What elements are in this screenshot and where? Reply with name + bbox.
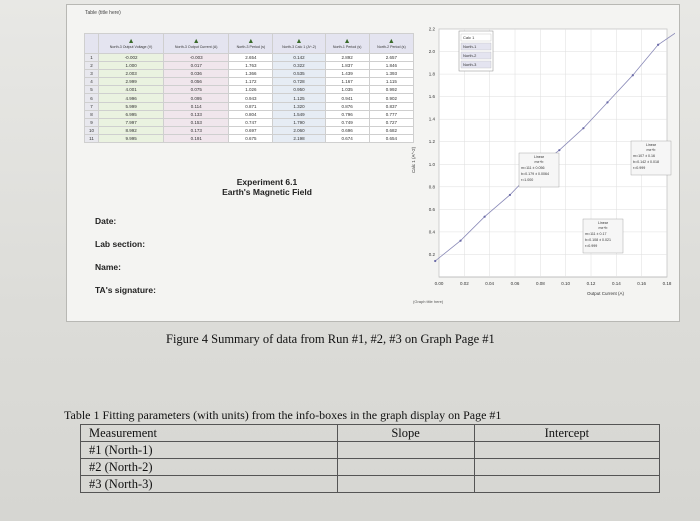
column-type-icon: ▲ [343,38,351,45]
table-caption: Table 1 Fitting parameters (with units) from the info-boxes in the graph display on Page #1 [64,408,502,422]
data-point [459,240,461,242]
y-tick-label: 1.4 [428,116,435,122]
measurement-header: Measurement [81,425,338,442]
x-tick-label: 0.02 [459,281,469,286]
table-cell[interactable]: 2.999 [99,78,164,86]
legend-label: North-1 [463,44,477,49]
table-cell[interactable]: 2.654 [229,54,273,62]
table-cell[interactable]: 0.114 [164,102,229,110]
column-type-icon: ▲ [247,38,255,45]
table-cell[interactable]: 1.790 [273,118,325,126]
table-cell[interactable]: 1.549 [273,110,325,118]
column-header-label: North-3 Output Voltage (V) [109,45,153,49]
column-header-label: North-3 Calc 1 (A^-2) [282,45,316,49]
row-number-header [85,34,99,54]
slope-header: Slope [337,425,474,442]
table-cell[interactable]: 2.198 [273,134,325,142]
graph-bottom-caption: (Graph title here) [413,299,444,304]
column-header[interactable] [99,34,164,54]
experiment-title-line1: Experiment 6.1 [236,177,298,187]
date-label: Date: [95,216,117,226]
info-box-correlation: r=0.999 [585,244,598,248]
ta-signature-label: TA's signature: [95,285,156,295]
x-axis-label: Output Current (A) [587,291,625,296]
table-cell[interactable]: 7.997 [99,118,164,126]
row-number[interactable]: 2 [85,62,99,70]
row-number[interactable]: 10 [85,126,99,134]
data-point [434,260,436,262]
info-box-title: Linear [646,143,656,147]
lab-section-label: Lab section: [95,239,146,249]
legend-label: North-2 [463,53,477,58]
x-tick-label: 0.10 [561,281,571,286]
column-header[interactable] [164,34,229,54]
data-point [509,194,511,196]
column-type-icon: ▲ [295,38,303,45]
table-cell[interactable]: 1.167 [325,78,369,86]
y-tick-label: 0.4 [428,229,435,235]
x-tick-label: 0.06 [510,281,520,286]
fit-table-row [81,442,660,459]
info-box-formula: mx+b [646,148,656,152]
y-tick-label: 0.8 [428,184,435,190]
table-cell[interactable]: 1.846 [369,62,413,70]
row-number[interactable]: 1 [85,54,99,62]
measurement-cell: #1 (North-1) [81,442,338,459]
y-tick-label: 2.0 [428,49,435,55]
column-header[interactable] [273,34,325,54]
info-box-title: Linear [598,221,608,225]
legend-label: Calc 1 [463,35,475,40]
slope-cell[interactable] [337,476,474,493]
table-cell[interactable]: 0.727 [369,118,413,126]
y-tick-label: 1.6 [428,94,435,100]
table-cell[interactable]: 1.439 [325,70,369,78]
column-type-icon: ▲ [127,38,135,45]
data-point [558,149,560,151]
table-cell[interactable]: 0.682 [369,126,413,134]
table-cell[interactable]: 0.696 [325,126,369,134]
fit-table-header-row [81,425,660,442]
table-cell[interactable]: 2.003 [99,70,164,78]
info-box-intercept: b=0.108 ± 0.021 [585,238,612,242]
table-cell[interactable]: 0.871 [229,102,273,110]
info-box-title: Linear [534,155,544,159]
x-tick-label: 0.08 [535,281,545,286]
table-cell[interactable]: -0.002 [99,54,164,62]
table-cell[interactable]: 2.892 [325,54,369,62]
data-point [484,216,486,218]
table-cell[interactable]: 0.992 [369,86,413,94]
table-cell[interactable]: 1.763 [229,62,273,70]
info-box-slope: m=107 ± 0.16 [633,154,656,158]
measurement-cell: #2 (North-2) [81,459,338,476]
row-number[interactable]: 9 [85,118,99,126]
row-number[interactable]: 8 [85,110,99,118]
fit-table-row [81,459,660,476]
data-point [632,74,634,76]
graph-display [351,23,675,313]
x-tick-label: 0.16 [637,281,647,286]
data-point [582,127,584,129]
x-tick-label: 0.00 [434,281,444,286]
column-header-label: North-1 Period (s) [332,45,362,49]
table-cell[interactable]: 0.675 [229,134,273,142]
table-cell[interactable]: 1.837 [325,62,369,70]
table-cell[interactable]: 0.322 [273,62,325,70]
experiment-title-line2: Earth's Magnetic Field [222,187,312,197]
table-cell[interactable]: 0.941 [325,94,369,102]
table-cell[interactable]: 0.056 [164,78,229,86]
table-cell[interactable]: 1.026 [229,86,273,94]
table-cell[interactable]: 0.036 [164,70,229,78]
column-type-icon: ▲ [192,38,200,45]
measurement-cell: #3 (North-3) [81,476,338,493]
table-cell[interactable]: 2.060 [273,126,325,134]
table-cell[interactable]: 8.992 [99,126,164,134]
embedded-screenshot [66,4,680,322]
table-cell[interactable]: 6.995 [99,110,164,118]
column-header-label: North-2 Period (s) [377,45,406,49]
table-cell[interactable]: 5.999 [99,102,164,110]
table-cell[interactable]: 1.125 [273,94,325,102]
table-cell[interactable]: 1.366 [229,70,273,78]
intercept-header: Intercept [474,425,659,442]
y-tick-label: 0.6 [428,206,435,212]
intercept-cell[interactable] [474,442,659,459]
table-cell[interactable]: 9.995 [99,134,164,142]
info-box-correlation: r=0.999 [633,166,646,170]
intercept-cell[interactable] [474,459,659,476]
table-cell[interactable]: 0.902 [369,94,413,102]
table-cell[interactable]: 2.657 [369,54,413,62]
table-cell[interactable]: 0.535 [273,70,325,78]
y-tick-label: 0.2 [428,251,435,257]
table-cell[interactable]: 1.393 [369,70,413,78]
table-cell[interactable]: 0.173 [164,126,229,134]
table-cell[interactable]: -0.003 [164,54,229,62]
data-point [657,44,659,46]
table-cell[interactable]: 0.804 [229,110,273,118]
table-cell[interactable]: 1.035 [325,86,369,94]
table-cell[interactable]: 0.749 [325,118,369,126]
y-tick-label: 1.8 [428,71,435,77]
fit-table-row [81,476,660,493]
table-cell[interactable]: 4.001 [99,86,164,94]
info-box-formula: mx+b [534,160,544,164]
info-box-intercept: b=0.142 ± 0.018 [633,160,660,164]
data-point [606,101,608,103]
y-tick-label: 1.0 [428,161,435,167]
name-label: Name: [95,262,121,272]
table-cell[interactable]: 0.837 [369,102,413,110]
table-cell[interactable]: 0.728 [273,78,325,86]
table-cell[interactable]: 0.697 [229,126,273,134]
table-cell[interactable]: 1.172 [229,78,273,86]
table-cell[interactable]: 1.320 [273,102,325,110]
column-header[interactable] [229,34,273,54]
slope-cell[interactable] [337,459,474,476]
figure-caption: Figure 4 Summary of data from Run #1, #2, #3 on Graph Page #1 [166,332,495,346]
y-tick-label: 1.2 [428,139,435,145]
info-box-slope: m=111 ± 0.056 [521,166,545,170]
table-cell[interactable]: 0.142 [273,54,325,62]
row-number[interactable]: 3 [85,70,99,78]
info-box-correlation: r=1.000 [521,178,534,182]
table-cell[interactable]: 1.115 [369,78,413,86]
info-box-slope: m=111 ± 0.17 [585,232,607,236]
graph-svg [351,23,675,313]
table-cell[interactable]: 4.996 [99,94,164,102]
column-header-label: North-3 Output Current (A) [174,45,218,49]
info-box-formula: mx+b [598,226,608,230]
x-tick-label: 0.04 [485,281,495,286]
table-cell[interactable]: 0.017 [164,62,229,70]
table-cell[interactable]: 0.133 [164,110,229,118]
y-tick-label: 2.2 [428,26,435,32]
column-type-icon: ▲ [387,38,395,45]
x-tick-label: 0.12 [586,281,596,286]
table-cell[interactable]: 0.191 [164,134,229,142]
row-number[interactable]: 11 [85,134,99,142]
row-number[interactable]: 4 [85,78,99,86]
y-axis-label: Calc 1 (A^-2) [411,146,416,173]
table-cell[interactable]: 0.153 [164,118,229,126]
table-cell[interactable]: 0.654 [369,134,413,142]
column-header-label: North-3 Period (s) [236,45,266,49]
table-cell[interactable]: 0.943 [229,94,273,102]
x-tick-label: 0.14 [611,281,621,286]
x-tick-label: 0.18 [662,281,672,286]
table-cell[interactable]: 0.075 [164,86,229,94]
info-box-intercept: b=0.179 ± 0.0064 [521,172,550,176]
legend-label: North-3 [463,62,477,67]
experiment-title [177,177,357,197]
table-cell[interactable]: 0.747 [229,118,273,126]
table-cell[interactable]: 0.796 [325,110,369,118]
table-cell[interactable]: 0.674 [325,134,369,142]
table-cell[interactable]: 0.876 [325,102,369,110]
fit-parameters-table [80,424,660,493]
table-cell[interactable]: 0.950 [273,86,325,94]
slope-cell[interactable] [337,442,474,459]
row-number[interactable]: 5 [85,86,99,94]
row-number[interactable]: 6 [85,94,99,102]
table-cell[interactable]: 1.000 [99,62,164,70]
screenshot-tab-label: Table (title here) [85,10,121,16]
intercept-cell[interactable] [474,476,659,493]
table-cell[interactable]: 0.095 [164,94,229,102]
table-cell[interactable]: 0.777 [369,110,413,118]
row-number[interactable]: 7 [85,102,99,110]
